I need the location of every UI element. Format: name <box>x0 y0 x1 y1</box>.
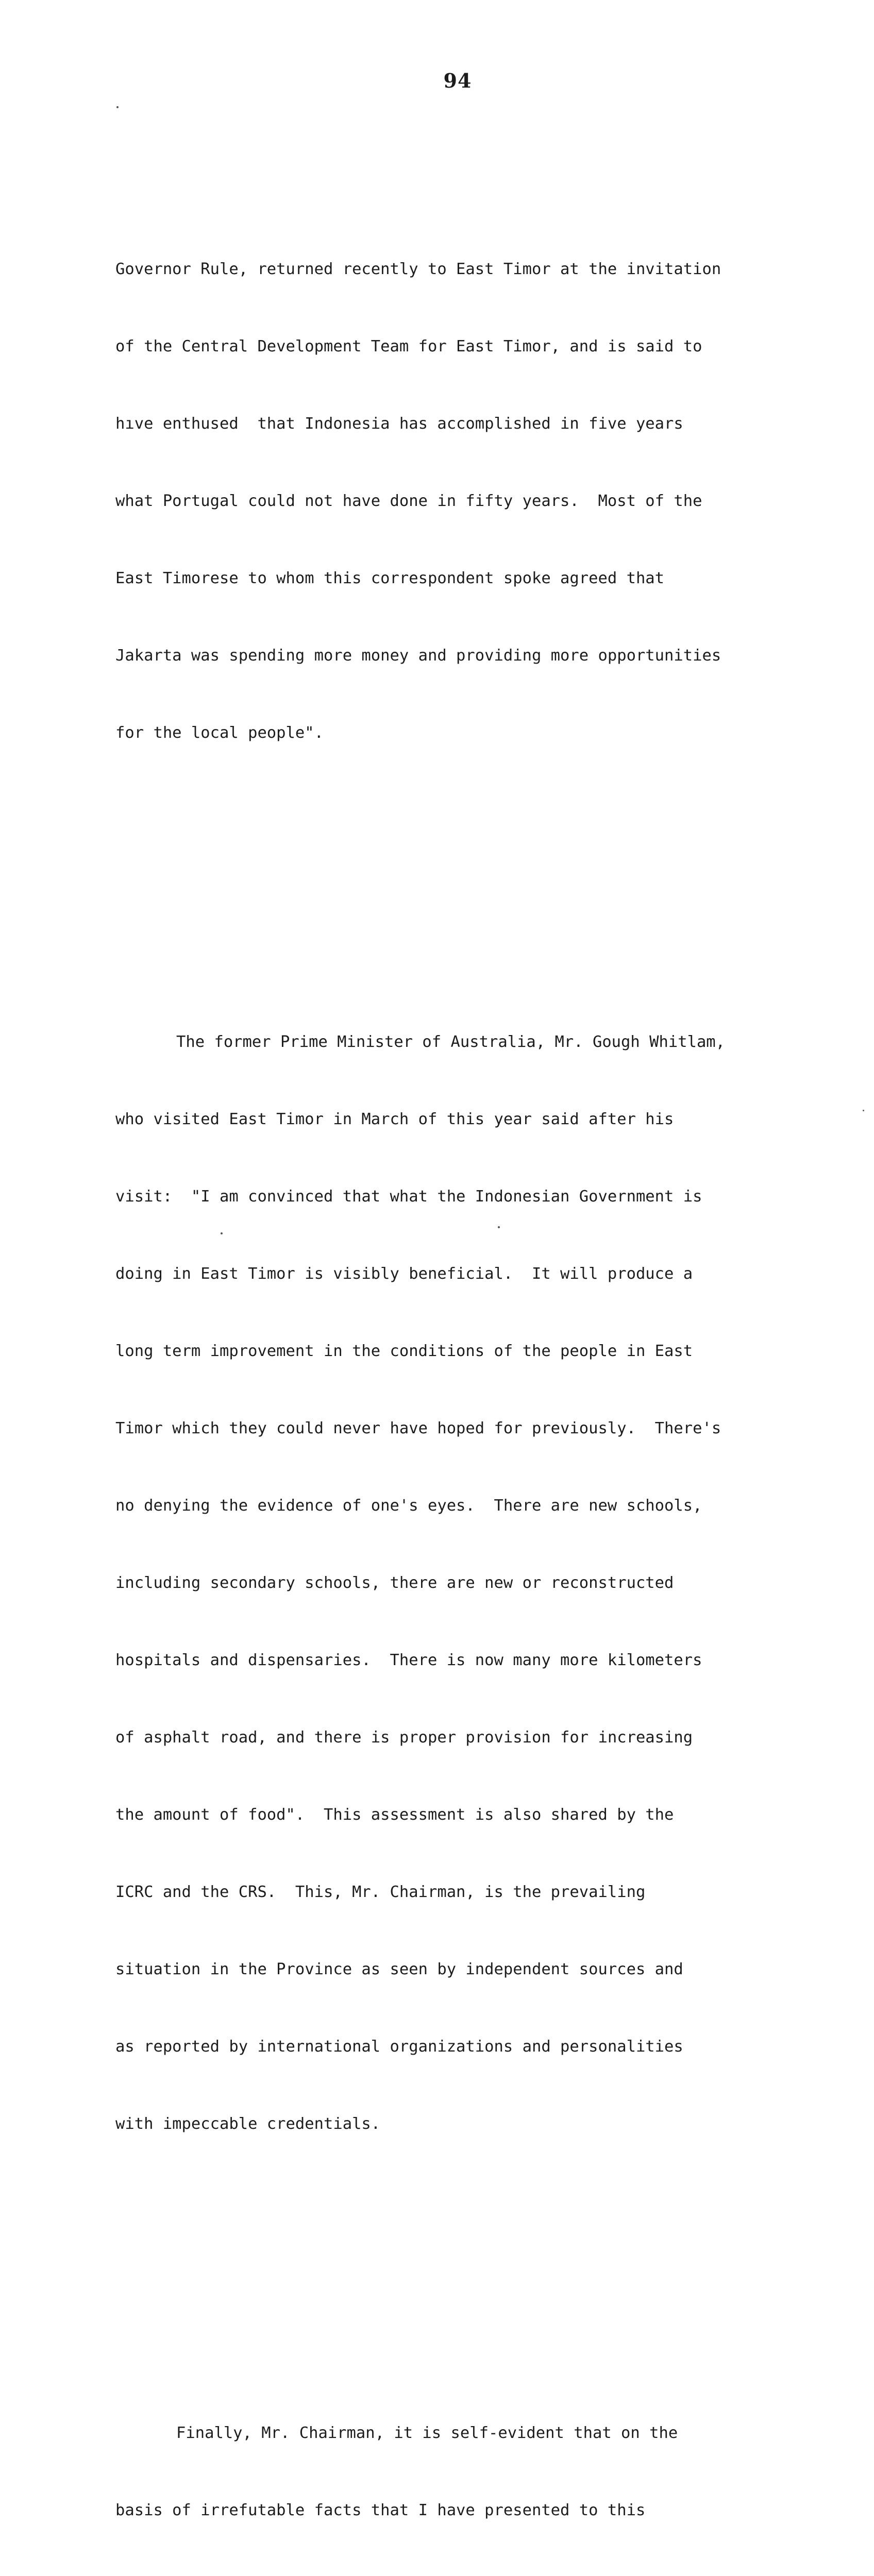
paragraph-gap <box>115 875 785 901</box>
text-line: Timor which they could never have hoped for previously. There's <box>115 1419 721 1437</box>
text-line: Governor Rule, returned recently to East Timor at the invitation <box>115 260 721 278</box>
text-line <box>115 2575 785 2576</box>
text-line: including secondary schools, there are new or reconstructed <box>115 1574 674 1592</box>
paragraph-gap <box>115 2266 785 2292</box>
text-line: hospitals and dispensaries. There is now many more kilometers <box>115 1651 702 1669</box>
text-line: The former Prime Minister of Australia, Mr. Gough Whitlam, <box>176 1033 726 1051</box>
text-line: no denying the evidence of one's eyes. There are new schools, <box>115 1497 702 1515</box>
text-line: Finally, Mr. Chairman, it is self-evident that on the <box>176 2424 678 2442</box>
text-line: situation in the Province as seen by independent sources and <box>115 1960 683 1978</box>
text-line: the amount of food". This assessment is also shared by the <box>115 1806 674 1824</box>
text-line: basis of irrefutable facts that I have presented to this <box>115 2501 646 2519</box>
page-number: 94 <box>443 69 472 92</box>
text-line: of asphalt road, and there is proper provision for increasing <box>115 1728 693 1747</box>
text-line: Jakarta was spending more money and providing more opportunities <box>115 647 721 665</box>
document-body <box>115 128 785 2576</box>
text-line: who visited East Timor in March of this year said after his <box>115 1110 674 1128</box>
paragraph-2 <box>115 978 785 2189</box>
text-line: long term improvement in the conditions of the people in East <box>115 1342 693 1360</box>
scan-speck <box>863 1110 864 1111</box>
paragraph-3 <box>115 2369 785 2576</box>
text-line: doing in East Timor is visibly beneficial. It will produce a <box>115 1265 693 1283</box>
text-line: East Timorese to whom this correspondent spoke agreed that <box>115 569 665 587</box>
text-line: visit: "I am convinced that what the Indonesian Government is <box>115 1188 702 1206</box>
scan-speck <box>116 106 119 108</box>
text-line: of the Central Development Team for East Timor, and is said to <box>115 337 702 355</box>
text-line: what Portugal could not have done in fifty years. Most of the <box>115 492 702 510</box>
text-line: hıve enthused that Indonesia has accomplished in five years <box>115 415 683 433</box>
text-line: for the local people". <box>115 724 324 742</box>
paragraph-1 <box>115 205 785 798</box>
text-line: as reported by international organizations and personalities <box>115 2038 683 2056</box>
text-line: with impeccable credentials. <box>115 2115 381 2133</box>
text-line: ICRC and the CRS. This, Mr. Chairman, is the prevailing <box>115 1883 646 1901</box>
